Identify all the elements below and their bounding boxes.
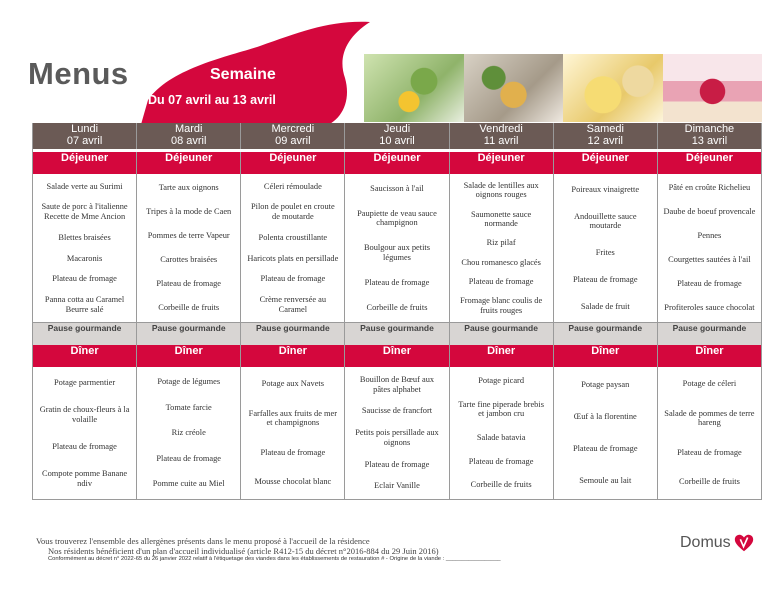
day-name: Jeudi	[383, 123, 411, 135]
dejeuner-cell	[137, 174, 241, 323]
dejeuner-items	[554, 174, 657, 322]
menu-item: Gratin de choux-fleurs à la volaille	[39, 405, 130, 424]
menu-item: Riz créole	[171, 428, 206, 438]
menu-item: Daube de boeuf provencale	[663, 207, 756, 217]
day-name: Vendredi	[479, 123, 523, 135]
menu-item: Pilon de poulet en croute de moutarde	[250, 202, 335, 221]
menu-item: Saute de porc à l'italienne Recette de Mme Ancion	[41, 202, 128, 221]
dejeuner-cell	[449, 174, 553, 323]
dejeuner-items	[241, 174, 344, 322]
page-title: Menus	[28, 56, 129, 91]
day-name: Samedi	[586, 123, 624, 135]
day-date: 13 avril	[691, 135, 728, 147]
menu-item: Blettes braisées	[58, 232, 111, 242]
diner-label: Dîner	[345, 345, 449, 367]
diner-cell	[137, 367, 241, 500]
diner-cell	[33, 367, 137, 500]
menu-item: Saucisson à l'ail	[370, 183, 424, 193]
diner-items	[450, 367, 553, 499]
menu-item: Tarte aux oignons	[158, 183, 219, 193]
day-date: 08 avril	[170, 135, 207, 147]
day-header	[345, 123, 449, 149]
menu-item: Frites	[595, 247, 615, 257]
pause-gourmande-label: Pause gourmande	[657, 323, 761, 346]
domusvi-logo	[680, 532, 755, 554]
day-date: 11 avril	[483, 135, 519, 147]
menu-item: Plateau de fromage	[364, 459, 430, 469]
menu-item: Salade de lentilles aux oignons rouges	[463, 180, 539, 200]
menu-item: Pommes de terre Vapeur	[147, 231, 230, 241]
pause-gourmande-label: Pause gourmande	[553, 323, 657, 346]
menu-item: Fromage blanc coulis de fruits rouges	[460, 296, 543, 315]
menu-item: Boulgour aux petits légumes	[363, 243, 431, 262]
menu-item: Tarte fine piperade brebis et jambon cru	[458, 399, 544, 419]
pause-gourmande-label: Pause gourmande	[449, 323, 553, 346]
dejeuner-items	[345, 174, 448, 322]
dejeuner-items	[450, 174, 553, 322]
week-label: Semaine	[210, 66, 276, 83]
menu-item: Tripes à la mode de Caen	[146, 207, 232, 217]
menu-item: Profiteroles sauce chocolat	[664, 303, 755, 313]
menu-item: Potage paysan	[581, 380, 630, 390]
dejeuner-label: Déjeuner	[553, 152, 657, 174]
diner-cell	[345, 367, 449, 500]
menu-item: Plateau de fromage	[52, 441, 117, 451]
day-date: 09 avril	[275, 135, 311, 147]
dejeuner-cell	[345, 174, 449, 323]
food-photo-salad	[464, 54, 564, 122]
menu-item: Farfalles aux fruits de mer et champignons	[248, 408, 338, 428]
pause-gourmande-label: Pause gourmande	[33, 323, 137, 346]
menu-item: Œuf à la florentine	[573, 412, 637, 422]
menu-item: Salade verte au Surimi	[46, 181, 123, 191]
food-photo-strip	[364, 54, 762, 122]
menu-item: Salade batavia	[476, 432, 526, 442]
dejeuner-cell	[657, 174, 761, 323]
food-photo-dessert	[663, 54, 763, 122]
pause-gourmande-label: Pause gourmande	[241, 323, 345, 346]
care-plan-note: Nos résidents bénéficient d'un plan d'accueil individualisé (article R412-15 du décret n°2016-884 du 29 Juin 2016)	[48, 546, 439, 556]
food-photo-vegetables	[364, 54, 464, 122]
menu-item: Riz pilaf	[486, 238, 516, 248]
menu-item: Mousse chocolat blanc	[254, 477, 332, 487]
heart-logo-icon	[733, 532, 755, 554]
dejeuner-label: Déjeuner	[33, 152, 137, 174]
day-name: Mercredi	[271, 123, 315, 135]
diner-cell	[553, 367, 657, 500]
menu-item: Corbeille de fruits	[366, 302, 428, 312]
dejeuner-cell	[553, 174, 657, 323]
menu-item: Corbeille de fruits	[470, 480, 532, 490]
menu-item: Céleri rémoulade	[263, 181, 322, 191]
menu-item: Potage parmentier	[53, 377, 116, 387]
menu-item: Plateau de fromage	[260, 447, 326, 457]
menu-item: Plateau de fromage	[468, 456, 534, 466]
dejeuner-items	[137, 174, 240, 322]
menu-item: Paupiette de veau sauce champignon	[357, 208, 437, 228]
diner-label: Dîner	[553, 345, 657, 367]
day-name: Lundi	[71, 123, 99, 135]
dejeuner-cell	[241, 174, 345, 323]
menu-item: Carottes braisées	[160, 255, 218, 265]
menu-item: Plateau de fromage	[572, 274, 638, 284]
menu-item: Plateau de fromage	[677, 279, 742, 289]
diner-cell	[449, 367, 553, 500]
menu-item: Saucisse de francfort	[361, 406, 433, 416]
menu-item: Crème renversée au Caramel	[259, 295, 327, 314]
day-date: 12 avril	[587, 135, 623, 147]
day-header	[449, 123, 553, 149]
dejeuner-items	[658, 174, 761, 322]
menu-item: Corbeille de fruits	[158, 303, 220, 313]
diner-cell	[241, 367, 345, 500]
diner-label: Dîner	[241, 345, 345, 367]
diner-label: Dîner	[33, 345, 137, 367]
day-date: 07 avril	[66, 135, 103, 147]
dejeuner-label: Déjeuner	[137, 152, 241, 174]
allergen-note: Vous trouverez l'ensemble des allergènes présents dans le menu proposé à l'accueil de la résidence	[36, 536, 370, 546]
diner-label: Dîner	[449, 345, 553, 367]
menu-item: Pennes	[697, 231, 722, 241]
menu-item: Chou romanesco glacés	[461, 257, 541, 267]
menu-item: Potage picard	[478, 376, 525, 386]
day-header	[33, 123, 137, 149]
day-date: 10 avril	[379, 135, 415, 147]
diner-items	[554, 367, 657, 499]
menu-item: Polenta croustillante	[258, 232, 328, 242]
dejeuner-label: Déjeuner	[345, 152, 449, 174]
diner-items	[137, 367, 240, 499]
menu-item: Plateau de fromage	[52, 274, 117, 284]
menu-item: Pomme cuite au Miel	[152, 479, 225, 489]
menu-item: Eclair Vanille	[374, 481, 420, 491]
menu-item: Plateau de fromage	[260, 274, 326, 284]
menu-item: Courgettes sautées à l'ail	[668, 255, 751, 265]
diner-cell	[657, 367, 761, 500]
menu-table	[32, 123, 762, 500]
menu-item: Potage de céleri	[682, 379, 737, 389]
day-header	[241, 123, 345, 149]
logo-text: Domus	[680, 534, 731, 551]
dejeuner-items	[33, 174, 136, 322]
menu-item: Andouillette sauce moutarde	[573, 211, 637, 231]
menu-item: Plateau de fromage	[677, 447, 742, 457]
menu-item: Semoule au lait	[579, 476, 632, 486]
diner-items	[33, 367, 136, 499]
menu-item: Plateau de fromage	[468, 276, 534, 286]
menu-item: Salade de pommes de terre hareng	[664, 408, 755, 428]
menu-item: Compote pomme Banane ndiv	[42, 469, 128, 488]
menu-item: Plateau de fromage	[156, 453, 222, 463]
menu-item: Plateau de fromage	[572, 444, 638, 454]
week-dates: Du 07 avril au 13 avril	[148, 93, 276, 107]
diner-items	[241, 367, 344, 499]
menu-item: Corbeille de fruits	[678, 477, 740, 487]
diner-items	[658, 367, 761, 499]
diner-label: Dîner	[137, 345, 241, 367]
day-header	[553, 123, 657, 149]
diner-label: Dîner	[657, 345, 761, 367]
meat-origin-note: Conformément au décret n° 2022-65 du 26 janvier 2022 relatif à l'étiquetage des viandes dans les établissements de restauration # - Origine de la viande : _________________	[48, 556, 501, 562]
menu-item: Saumonette sauce normande	[471, 209, 532, 229]
menu-item: Petits pois persillade aux oignons	[355, 428, 439, 447]
menu-item: Tomate farcie	[165, 402, 212, 412]
menu-item: Potage de légumes	[157, 377, 221, 387]
diner-items	[345, 367, 448, 499]
food-photo-cheese	[563, 54, 663, 122]
menu-item: Panna cotta au Caramel Beurre salé	[44, 295, 125, 314]
menu-item: Poireaux vinaigrette	[571, 184, 640, 194]
menu-item: Plateau de fromage	[364, 277, 430, 287]
menu-item: Bouillon de Bœuf aux pâtes alphabet	[359, 375, 435, 394]
menu-item: Haricots plats en persillade	[247, 253, 339, 263]
dejeuner-label: Déjeuner	[449, 152, 553, 174]
menu-item: Plateau de fromage	[156, 279, 222, 289]
day-name: Mardi	[174, 123, 203, 135]
day-header	[657, 123, 761, 149]
day-header	[137, 123, 241, 149]
day-name: Dimanche	[684, 123, 735, 135]
dejeuner-label: Déjeuner	[241, 152, 345, 174]
dejeuner-label: Déjeuner	[657, 152, 761, 174]
menu-item: Salade de fruit	[580, 301, 630, 311]
dejeuner-cell	[33, 174, 137, 323]
menu-item: Potage aux Navets	[261, 379, 325, 389]
pause-gourmande-label: Pause gourmande	[345, 323, 449, 346]
menu-item: Macaronis	[66, 253, 103, 263]
pause-gourmande-label: Pause gourmande	[137, 323, 241, 346]
menu-item: Pâté en croûte Richelieu	[668, 183, 751, 193]
